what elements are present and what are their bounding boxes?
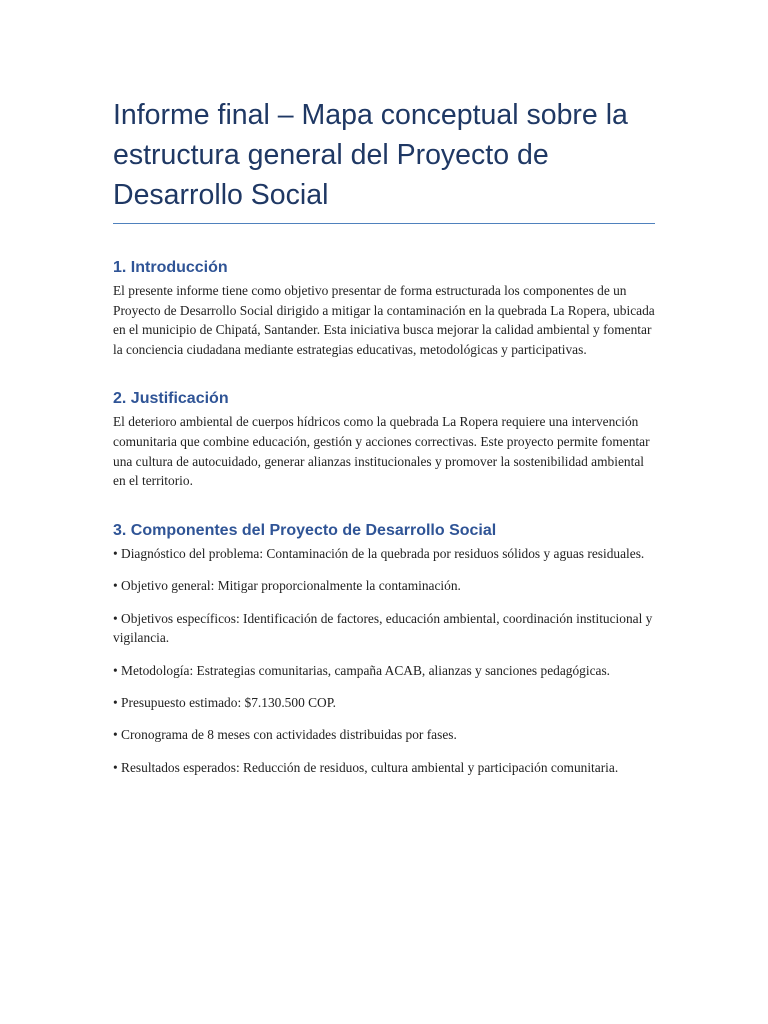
section-body-introduccion: El presente informe tiene como objetivo presentar de forma estructurada los componentes de un Proyecto de Desarrollo Social dirigido a mitigar la contaminación en la quebrada La Ropera, ubicada en el municipio de Chipatá, Santander. Esta iniciativa busca mejorar la calidad ambiental y fomentar la conciencia ciudadana mediante estrategias educativas, metodológicas y participativas. xyxy=(113,283,655,357)
document-page xyxy=(113,95,655,777)
section-heading-introduccion: 1. Introducción xyxy=(113,259,228,276)
section-heading-componentes: 3. Componentes del Proyecto de Desarrollo Social xyxy=(113,521,497,539)
list-item-diagnostico: • Diagnóstico del problema: Contaminación de la quebrada por residuos sólidos y aguas residuales. xyxy=(113,545,645,561)
section-body-justificacion: El deterioro ambiental de cuerpos hídricos como la quebrada La Ropera requiere una intervención comunitaria que combine educación, gestión y acciones correctivas. Este proyecto permite fomentar una cultura de autocuidado, generar alianzas institucionales y promover la sostenibilidad ambiental en el territorio. xyxy=(113,414,650,489)
section-heading-justificacion: 2. Justificación xyxy=(113,390,229,408)
list-item-objetivos-especificos: • Objetivos específicos: Identificación de factores, educación ambiental, coordinación institucional y vigilancia. xyxy=(113,610,653,646)
list-item-metodologia: • Metodología: Estrategias comunitarias, campaña ACAB, alianzas y sanciones pedagógicas. xyxy=(113,662,611,678)
list-item-presupuesto: • Presupuesto estimado: $7.130.500 COP. xyxy=(113,694,337,710)
components-list xyxy=(113,544,655,778)
list-item-resultados: • Resultados esperados: Reducción de residuos, cultura ambiental y participación comunitaria. xyxy=(113,759,619,775)
list-item-objetivo-general: • Objetivo general: Mitigar proporcionalmente la contaminación. xyxy=(113,578,461,594)
document-title: Informe final – Mapa conceptual sobre la estructura general del Proyecto de Desarrollo Social xyxy=(113,95,655,224)
list-item-cronograma: • Cronograma de 8 meses con actividades distribuidas por fases. xyxy=(113,727,457,743)
